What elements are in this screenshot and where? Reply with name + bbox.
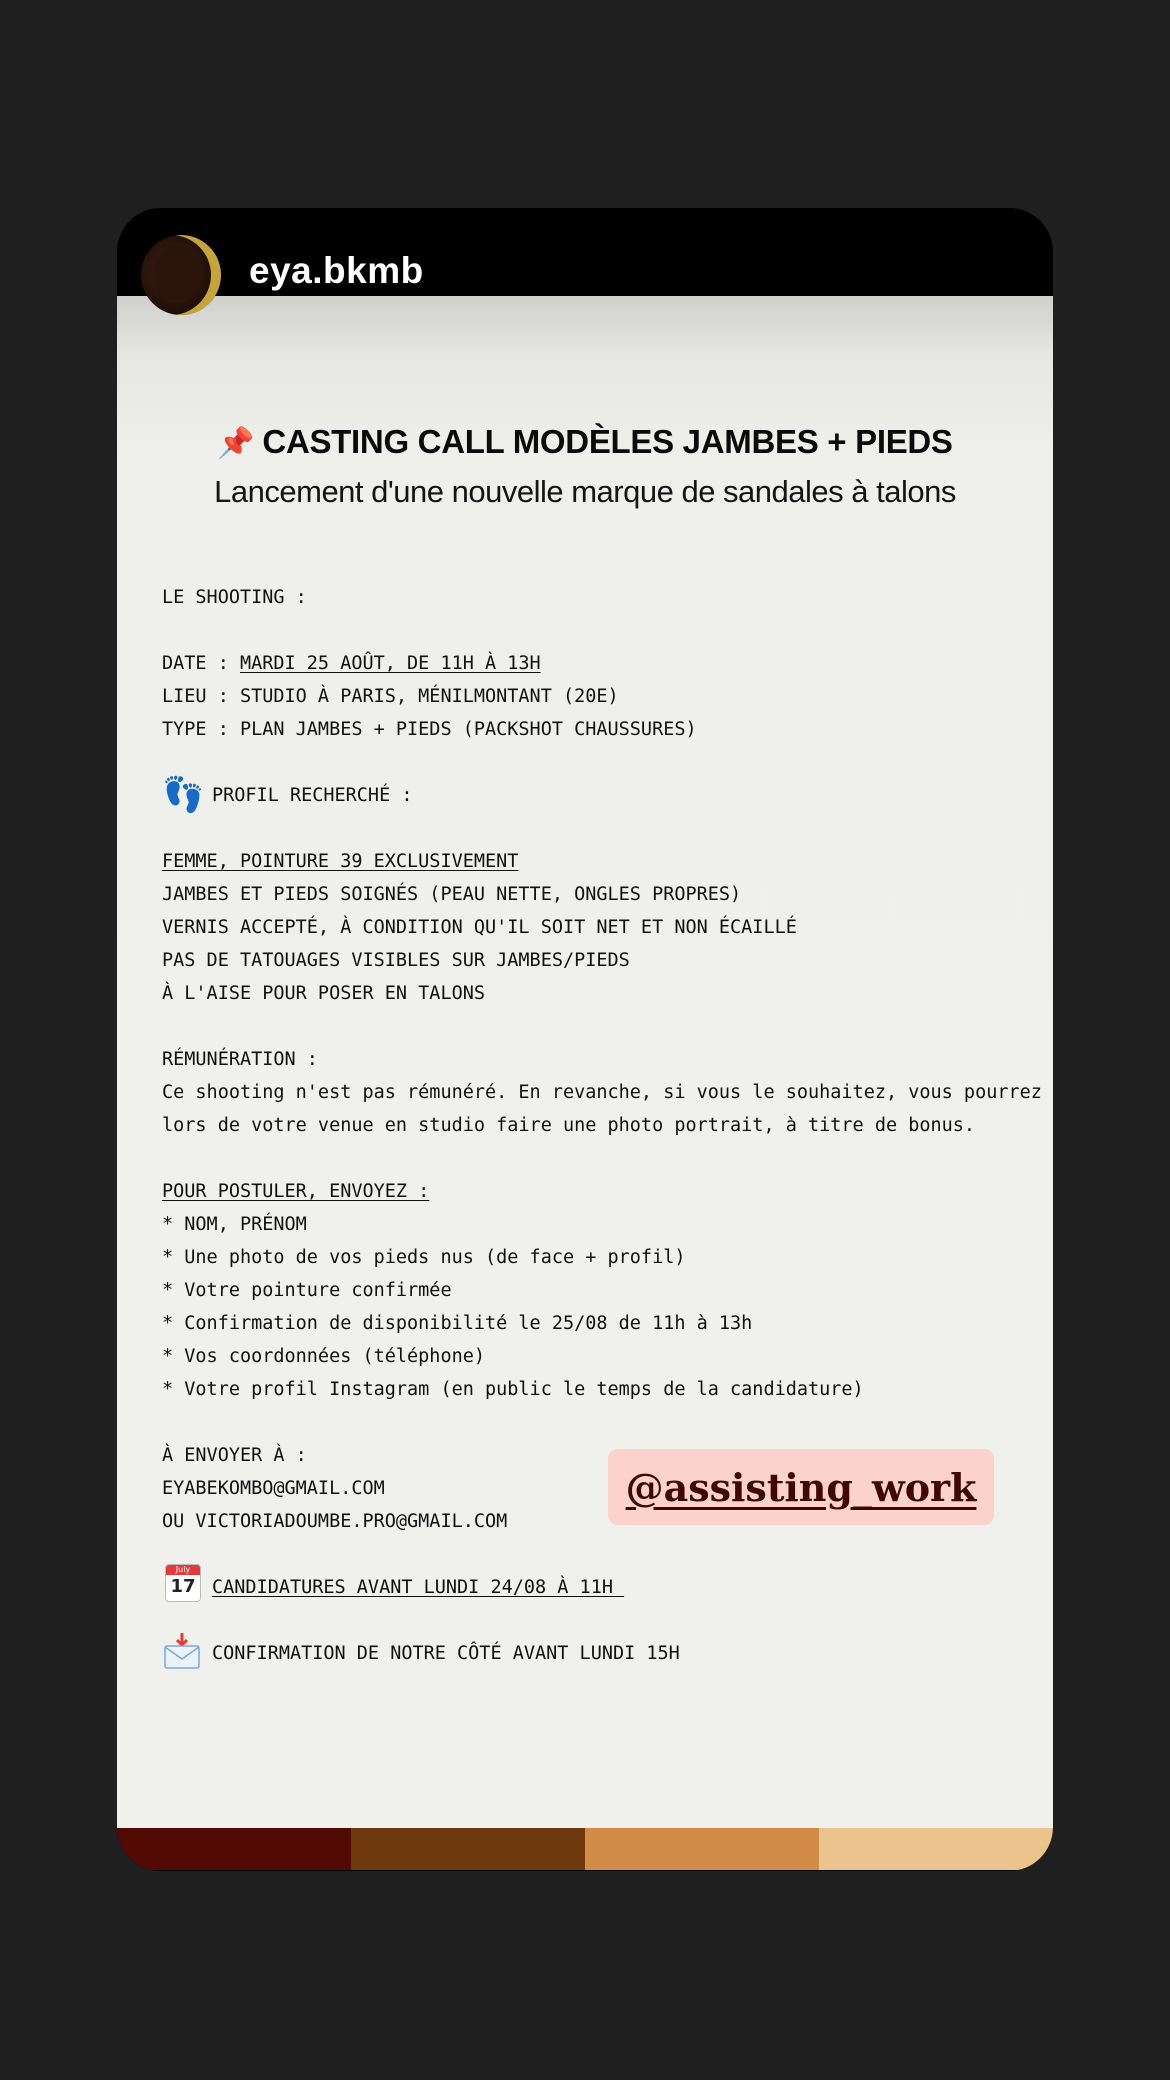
page-subtitle: Lancement d'une nouvelle marque de sandales à talons: [214, 474, 956, 509]
color-palette: [117, 1828, 1053, 1870]
profil-item: PAS DE TATOUAGES VISIBLES SUR JAMBES/PIEDS: [162, 950, 630, 971]
profil-item: JAMBES ET PIEDS SOIGNÉS (PEAU NETTE, ONGLES PROPRES): [162, 884, 742, 905]
mention-handle[interactable]: @assisting_work: [625, 1464, 977, 1510]
page-title: [117, 423, 1053, 461]
confirmation-line: CONFIRMATION DE NOTRE CÔTÉ AVANT LUNDI 15H: [212, 1643, 680, 1664]
remuneration-line: Ce shooting n'est pas rémunéré. En revanche, si vous le souhaitez, vous pourrez: [162, 1082, 1042, 1103]
postuler-item: * Votre pointure confirmée: [162, 1280, 452, 1301]
postuler-item: * Une photo de vos pieds nus (de face + profil): [162, 1247, 686, 1268]
type-line: TYPE : PLAN JAMBES + PIEDS (PACKSHOT CHAUSSURES): [162, 719, 697, 740]
envoyer-heading: À ENVOYER À :: [162, 1445, 307, 1466]
postuler-item: * Votre profil Instagram (en public le temps de la candidature): [162, 1379, 864, 1400]
date-line: [162, 653, 541, 674]
avatar-face: [155, 245, 199, 303]
profil-item: À L'AISE POUR POSER EN TALONS: [162, 983, 486, 1004]
calendar-icon: [165, 1564, 201, 1602]
envelope-icon: [163, 1632, 201, 1670]
swatch-beige: [819, 1828, 1053, 1870]
postuler-item: * NOM, PRÉNOM: [162, 1214, 307, 1235]
story-content: [117, 296, 1053, 1828]
date-value: MARDI 25 AOÛT, DE 11H À 13H: [239, 653, 541, 674]
username[interactable]: eya.bkmb: [249, 250, 424, 291]
calendar-icon-month: July: [166, 1565, 200, 1575]
postuler-heading: POUR POSTULER, ENVOYEZ :: [162, 1181, 430, 1202]
deadline-line: CANDIDATURES AVANT LUNDI 24/08 À 11H: [212, 1577, 625, 1598]
lieu-line: LIEU : STUDIO À PARIS, MÉNILMONTANT (20E): [162, 686, 619, 707]
postuler-item: * Confirmation de disponibilité le 25/08 de 11h à 13h: [162, 1313, 753, 1334]
shooting-heading: LE SHOOTING :: [162, 587, 307, 608]
profil-item: FEMME, POINTURE 39 EXCLUSIVEMENT: [162, 851, 519, 872]
date-label: DATE :: [162, 653, 240, 674]
title-text: CASTING CALL MODÈLES JAMBES + PIEDS: [262, 423, 953, 460]
swatch-tan: [585, 1828, 819, 1870]
footprints-icon: 👣: [162, 776, 205, 814]
mention-sticker[interactable]: [608, 1449, 994, 1525]
postuler-item: * Vos coordonnées (téléphone): [162, 1346, 486, 1367]
profil-item: VERNIS ACCEPTÉ, À CONDITION QU'IL SOIT NET ET NON ÉCAILLÉ: [162, 917, 797, 938]
pushpin-icon: 📌: [217, 427, 255, 460]
calendar-icon-day: 17: [170, 1576, 196, 1597]
swatch-dark-red: [117, 1828, 351, 1870]
remuneration-heading: RÉMUNÉRATION :: [162, 1049, 318, 1070]
profil-heading: PROFIL RECHERCHÉ :: [212, 785, 413, 806]
swatch-brown: [351, 1828, 585, 1870]
email-primary[interactable]: EYABEKOMBO@GMAIL.COM: [162, 1478, 385, 1499]
avatar[interactable]: [141, 235, 221, 315]
story-card: [117, 208, 1053, 1871]
email-secondary[interactable]: OU VICTORIADOUMBE.PRO@GMAIL.COM: [162, 1511, 508, 1532]
remuneration-line: lors de votre venue en studio faire une photo portrait, à titre de bonus.: [162, 1115, 976, 1136]
